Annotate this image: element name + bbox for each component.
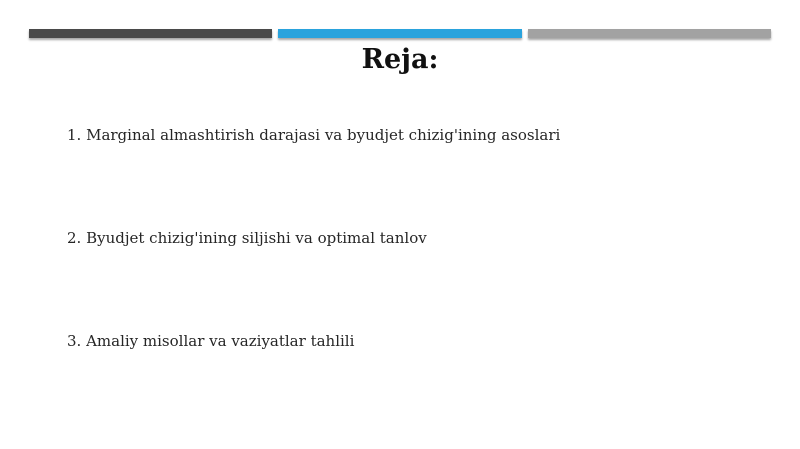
- header-accent-bar-gray: [528, 29, 771, 38]
- header-accent-bar-blue: [278, 29, 522, 38]
- plan-item-3: 3. Amaliy misollar va vaziyatlar tahlili: [67, 332, 355, 350]
- slide-title: Reja:: [361, 44, 439, 75]
- header-accent-bar-dark: [29, 29, 272, 38]
- plan-item-2: 2. Byudjet chizig'ining siljishi va optimal tanlov: [67, 229, 427, 247]
- plan-item-1: 1. Marginal almashtirish darajasi va byudjet chizig'ining asoslari: [67, 126, 561, 144]
